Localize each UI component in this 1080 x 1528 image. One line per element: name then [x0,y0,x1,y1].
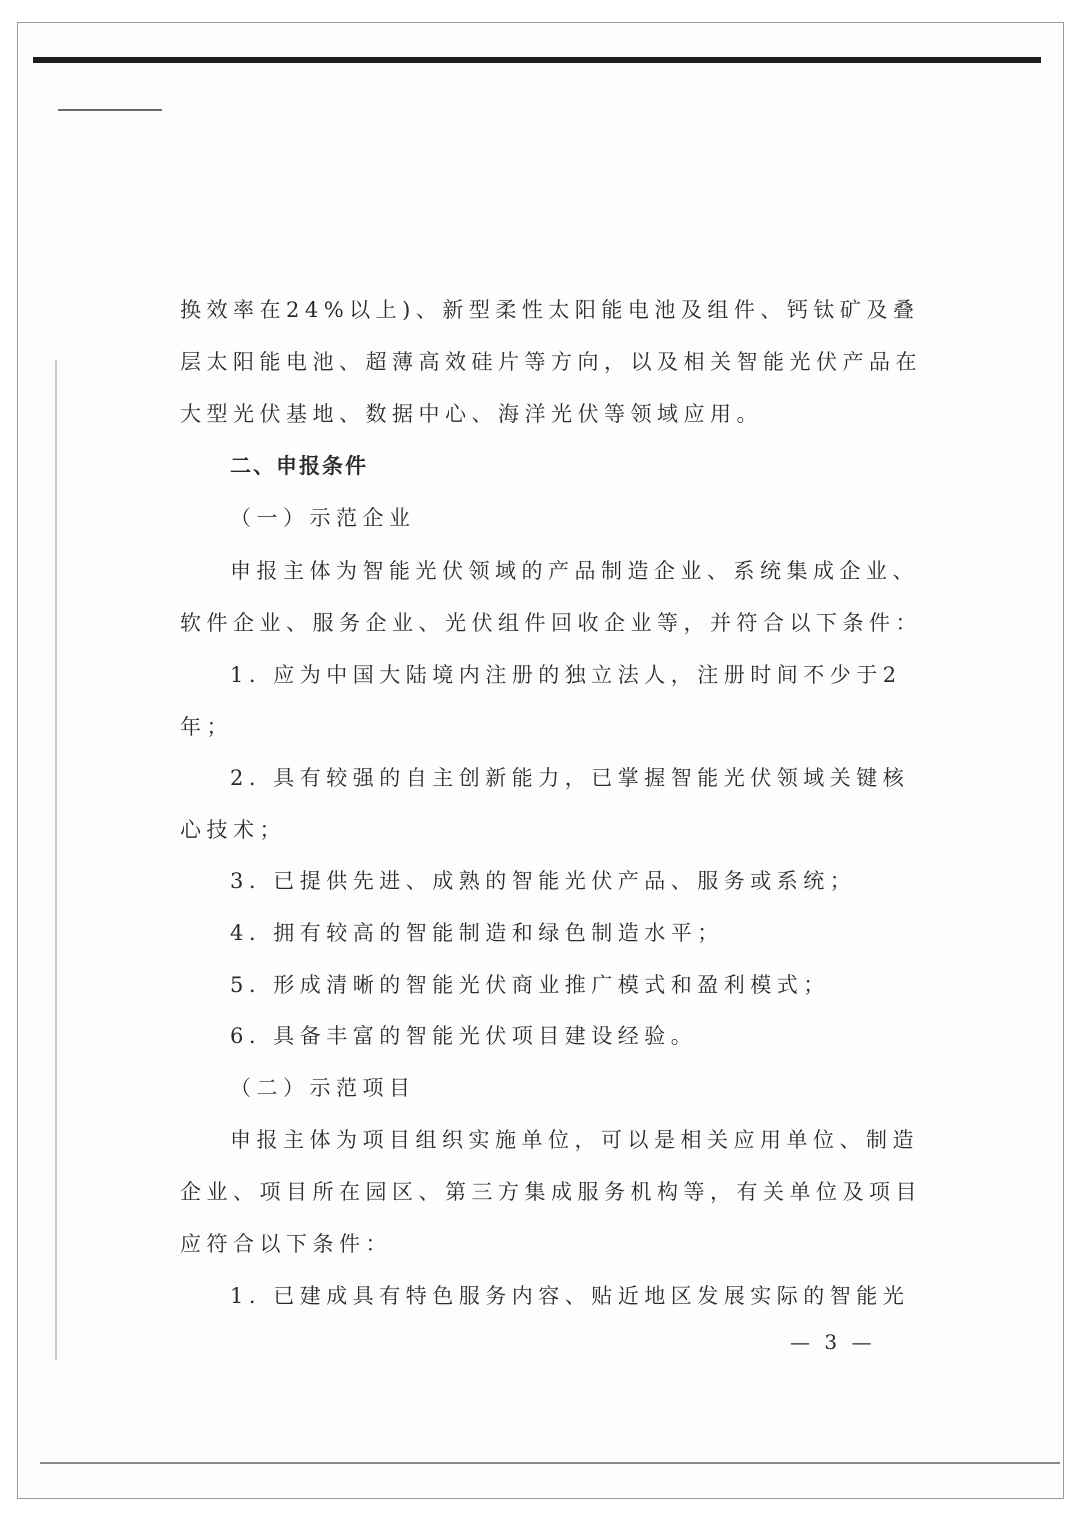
header-rule [33,57,1041,63]
subsection-heading: （二）示范项目 [230,1076,416,1100]
list-item: 1. 应为中国大陆境内注册的独立法人，注册时间不少于2 [230,663,902,687]
section-heading: 二、申报条件 [230,454,368,478]
paragraph-line: 申报主体为智能光伏领域的产品制造企业、系统集成企业、 [230,559,919,583]
list-item: 2. 具有较强的自主创新能力，已掌握智能光伏领域关键核 [230,766,910,790]
list-item: 4. 拥有较高的智能制造和绿色制造水平； [230,921,724,945]
binding-shadow [55,360,57,1360]
list-item: 3. 已提供先进、成熟的智能光伏产品、服务或系统； [230,869,857,893]
page-frame [17,22,1064,1499]
list-item: 6. 具备丰富的智能光伏项目建设经验。 [230,1024,698,1048]
list-item: 1. 已建成具有特色服务内容、贴近地区发展实际的智能光 [230,1284,910,1308]
short-rule [58,109,162,111]
list-item: 5. 形成清晰的智能光伏商业推广模式和盈利模式； [230,973,830,997]
paragraph-line: 换效率在24%以上)、新型柔性太阳能电池及组件、钙钛矿及叠 [180,298,920,322]
subsection-heading: （一）示范企业 [230,506,416,530]
paragraph-line: 层太阳能电池、超薄高效硅片等方向，以及相关智能光伏产品在 [180,350,922,374]
paragraph-line: 软件企业、服务企业、光伏组件回收企业等，并符合以下条件： [180,611,922,635]
footer-rule [40,1462,1060,1464]
paragraph-line: 大型光伏基地、数据中心、海洋光伏等领域应用。 [180,402,763,426]
paragraph-line: 申报主体为项目组织实施单位，可以是相关应用单位、制造 [230,1128,919,1152]
paragraph-line: 应符合以下条件： [180,1232,392,1256]
page-number: — 3 — [790,1330,876,1354]
list-item-continuation: 年； [180,715,233,739]
list-item-continuation: 心技术； [180,818,286,842]
paragraph-line: 企业、项目所在园区、第三方集成服务机构等，有关单位及项目 [180,1180,922,1204]
